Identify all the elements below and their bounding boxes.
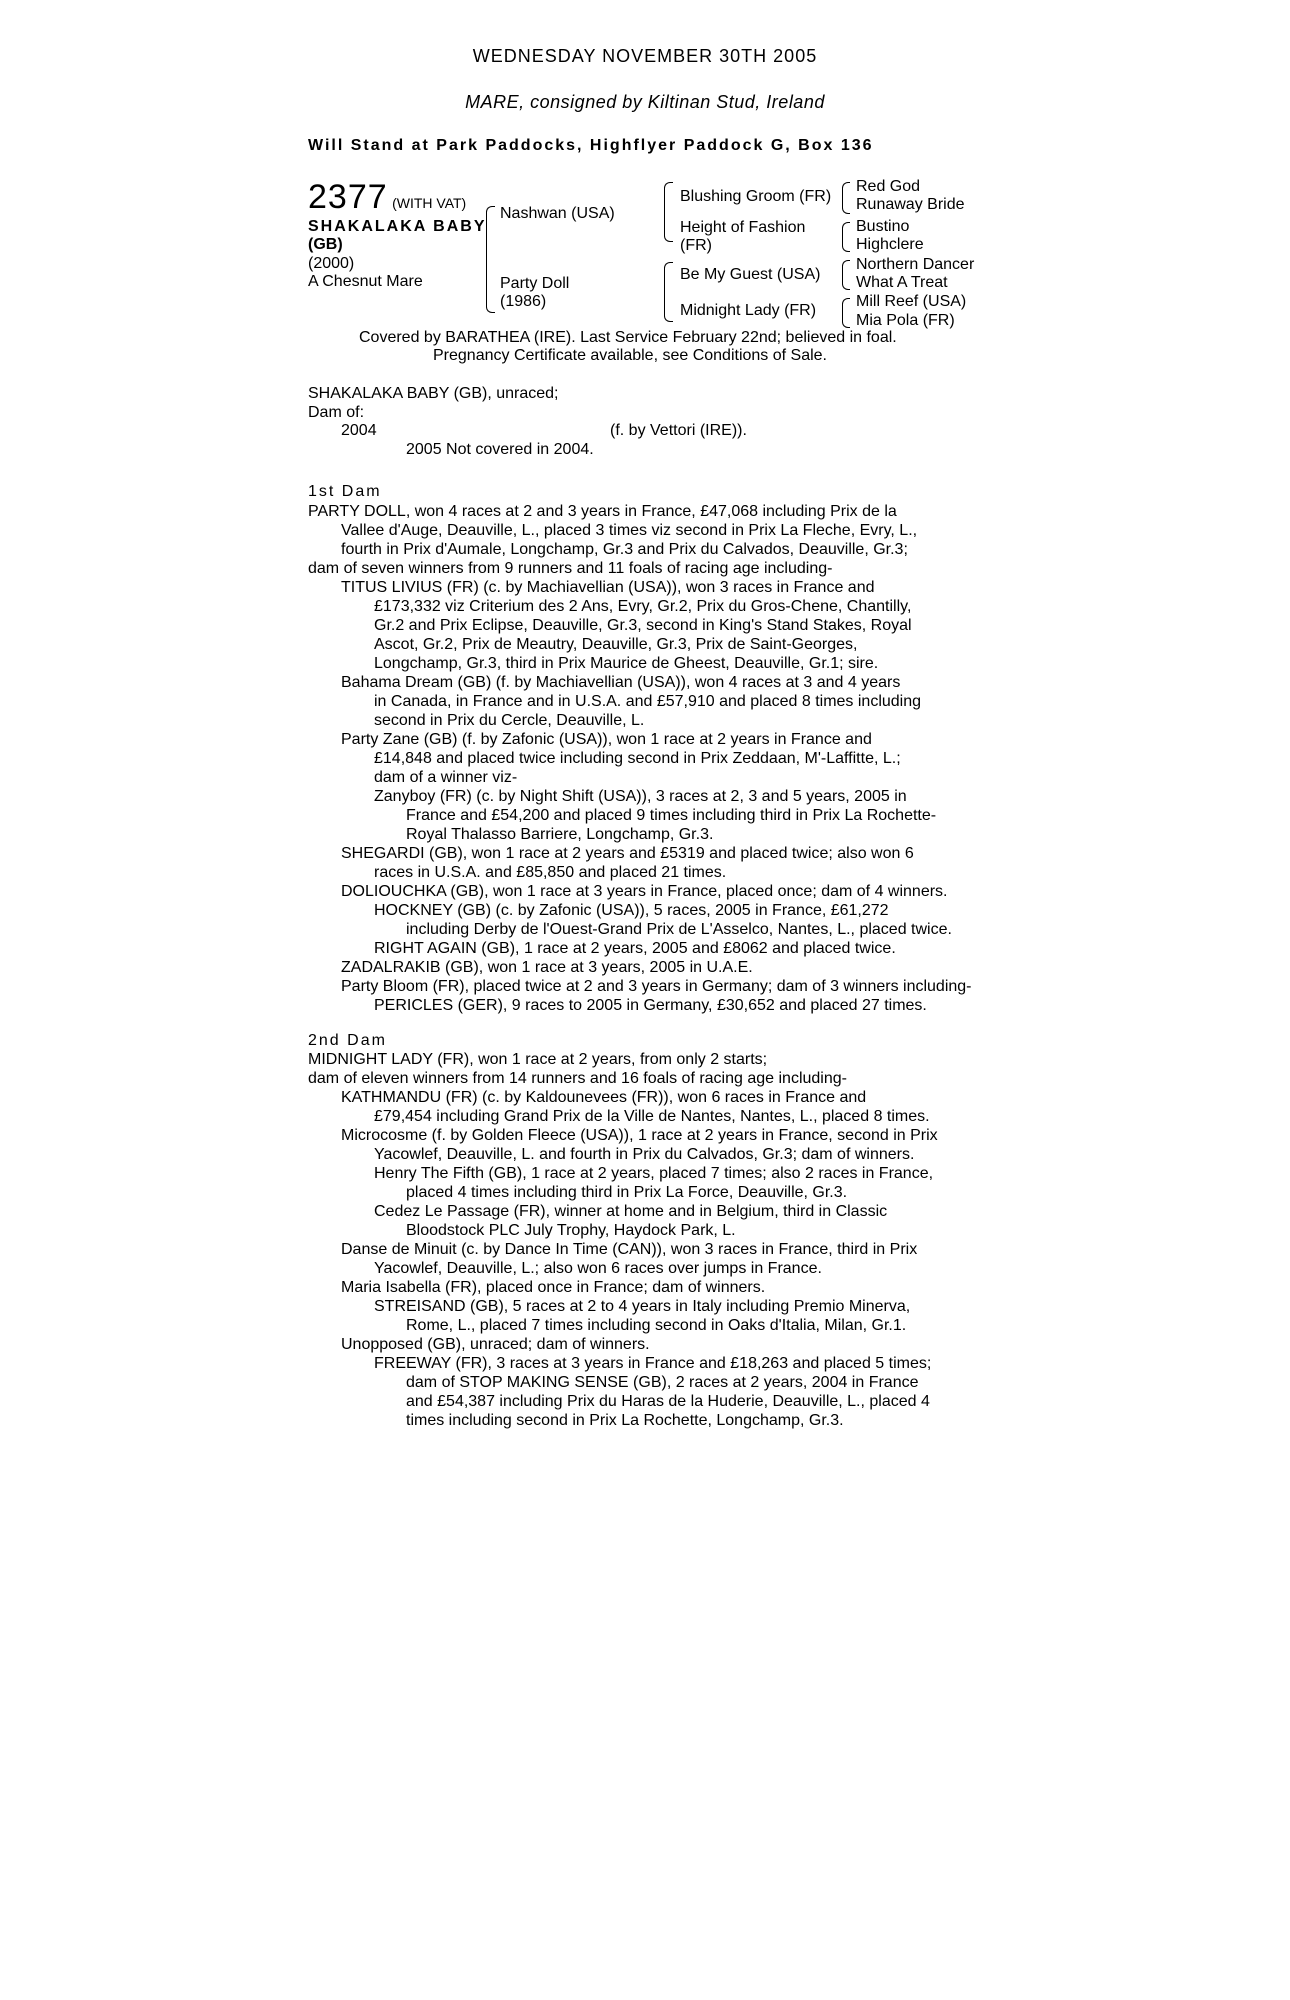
pedigree-brace-2b xyxy=(664,262,673,322)
second-dam-line: Maria Isabella (FR), placed once in France; dam of winners. xyxy=(341,1279,766,1296)
second-dam-line: KATHMANDU (FR) (c. by Kaldounevees (FR)), won 6 races in France and xyxy=(341,1089,867,1106)
second-dam-line: dam of STOP MAKING SENSE (GB), 2 races at 2 years, 2004 in France xyxy=(406,1374,919,1391)
first-dam-line: second in Prix du Cercle, Deauville, L. xyxy=(374,712,645,729)
sale-date: WEDNESDAY NOVEMBER 30TH 2005 xyxy=(472,46,818,66)
sire-dam-country: (FR) xyxy=(680,237,712,254)
horse-name: SHAKALAKA BABY xyxy=(308,218,487,235)
vat-note: (WITH VAT) xyxy=(392,195,467,211)
first-dam-line: DOLIOUCHKA (GB), won 1 race at 3 years in France, placed once; dam of 4 winners. xyxy=(341,883,948,900)
pedigree-brace-3a xyxy=(842,182,850,214)
pedigree-brace-3c xyxy=(842,260,850,290)
consignor-line: MARE, consigned by Kiltinan Stud, Ireland xyxy=(465,92,825,112)
dam-sire: Be My Guest (USA) xyxy=(680,266,821,283)
second-dam-heading: 2nd Dam xyxy=(308,1032,387,1049)
second-dam-line: Danse de Minuit (c. by Dance In Time (CAN)), won 3 races in France, third in Prix xyxy=(341,1241,918,1258)
stand-location: Will Stand at Park Paddocks, Highflyer Paddock G, Box 136 xyxy=(308,137,874,154)
ped-mia-pola: Mia Pola (FR) xyxy=(856,312,955,329)
second-dam-line: Henry The Fifth (GB), 1 race at 2 years, placed 7 times; also 2 races in France, xyxy=(374,1165,934,1182)
first-dam-line: £173,332 viz Criterium des 2 Ans, Evry, Gr.2, Prix du Gros-Chene, Chantilly, xyxy=(374,598,912,615)
first-dam-line: RIGHT AGAIN (GB), 1 race at 2 years, 2005 and £8062 and placed twice. xyxy=(374,940,896,957)
pedigree-brace-3d xyxy=(842,298,850,328)
dam-year: (1986) xyxy=(500,293,547,310)
second-dam-line: Cedez Le Passage (FR), winner at home and in Belgium, third in Classic xyxy=(374,1203,888,1220)
first-dam-line: France and £54,200 and placed 9 times including third in Prix La Rochette- xyxy=(406,807,937,824)
produce-note-2005: 2005 Not covered in 2004. xyxy=(406,441,594,458)
first-dam-line: SHEGARDI (GB), won 1 race at 2 years and £5319 and placed twice; also won 6 xyxy=(341,845,914,862)
ped-bustino: Bustino xyxy=(856,218,910,235)
dam-name: Party Doll xyxy=(500,275,570,292)
first-dam-line: TITUS LIVIUS (FR) (c. by Machiavellian (USA)), won 3 races in France and xyxy=(341,579,875,596)
first-dam-line: fourth in Prix d'Aumale, Longchamp, Gr.3 and Prix du Calvados, Deauville, Gr.3; xyxy=(341,541,908,558)
first-dam-line: £14,848 and placed twice including second in Prix Zeddaan, M'-Laffitte, L.; xyxy=(374,750,901,767)
produce-intro: SHAKALAKA BABY (GB), unraced; xyxy=(308,385,559,402)
pedigree-brace-2a xyxy=(664,182,673,242)
ped-northern-dancer: Northern Dancer xyxy=(856,256,975,273)
second-dam-line: times including second in Prix La Rochette, Longchamp, Gr.3. xyxy=(406,1412,844,1429)
first-dam-line: Longchamp, Gr.3, third in Prix Maurice de Gheest, Deauville, Gr.1; sire. xyxy=(374,655,879,672)
second-dam-line: Bloodstock PLC July Trophy, Haydock Park, L. xyxy=(406,1222,736,1239)
ped-mill-reef: Mill Reef (USA) xyxy=(856,293,967,310)
second-dam-line: Rome, L., placed 7 times including second in Oaks d'Italia, Milan, Gr.1. xyxy=(406,1317,907,1334)
ped-what-a-treat: What A Treat xyxy=(856,274,948,291)
pedigree-brace-1 xyxy=(486,206,495,313)
second-dam-line: Microcosme (f. by Golden Fleece (USA)), 1 race at 2 years in France, second in Prix xyxy=(341,1127,938,1144)
first-dam-line: Ascot, Gr.2, Prix de Meautry, Deauville, Gr.3, Prix de Saint-Georges, xyxy=(374,636,858,653)
sire-sire: Blushing Groom (FR) xyxy=(680,188,832,205)
second-dam-line: STREISAND (GB), 5 races at 2 to 4 years in Italy including Premio Minerva, xyxy=(374,1298,911,1315)
ped-red-god: Red God xyxy=(856,178,921,195)
second-dam-line: Yacowlef, Deauville, L. and fourth in Prix du Calvados, Gr.3; dam of winners. xyxy=(374,1146,915,1163)
first-dam-line: including Derby de l'Ouest-Grand Prix de L'Asselco, Nantes, L., placed twice. xyxy=(406,921,952,938)
second-dam-line: and £54,387 including Prix du Haras de la Huderie, Deauville, L., placed 4 xyxy=(406,1393,930,1410)
second-dam-line: Unopposed (GB), unraced; dam of winners. xyxy=(341,1336,650,1353)
produce-dam-of: Dam of: xyxy=(308,404,365,421)
first-dam-line: in Canada, in France and in U.S.A. and £57,910 and placed 8 times including xyxy=(374,693,922,710)
first-dam-heading: 1st Dam xyxy=(308,483,382,500)
covered-line-2: Pregnancy Certificate available, see Conditions of Sale. xyxy=(433,347,827,364)
first-dam-line: Zanyboy (FR) (c. by Night Shift (USA)), 3 races at 2, 3 and 5 years, 2005 in xyxy=(374,788,907,805)
first-dam-line: dam of a winner viz- xyxy=(374,769,518,786)
produce-foal-2004: (f. by Vettori (IRE)). xyxy=(610,422,747,439)
first-dam-line: dam of seven winners from 9 runners and 11 foals of racing age including- xyxy=(308,560,833,577)
second-dam-line: placed 4 times including third in Prix La Force, Deauville, Gr.3. xyxy=(406,1184,848,1201)
second-dam-line: dam of eleven winners from 14 runners and 16 foals of racing age including- xyxy=(308,1070,847,1087)
second-dam-line: MIDNIGHT LADY (FR), won 1 race at 2 years, from only 2 starts; xyxy=(308,1051,768,1068)
first-dam-line: Party Zane (GB) (f. by Zafonic (USA)), won 1 race at 2 years in France and xyxy=(341,731,872,748)
first-dam-line: Vallee d'Auge, Deauville, L., placed 3 times viz second in Prix La Fleche, Evry, L., xyxy=(341,522,918,539)
first-dam-line: Gr.2 and Prix Eclipse, Deauville, Gr.3, second in King's Stand Stakes, Royal xyxy=(374,617,912,634)
second-dam-section xyxy=(308,1050,1008,1430)
first-dam-line: Party Bloom (FR), placed twice at 2 and 3 years in Germany; dam of 3 winners including- xyxy=(341,978,972,995)
lot-number: 2377 xyxy=(308,178,388,216)
ped-highclere: Highclere xyxy=(856,236,924,253)
first-dam-section xyxy=(308,502,1008,1015)
second-dam-line: Yacowlef, Deauville, L.; also won 6 races over jumps in France. xyxy=(374,1260,822,1277)
pedigree-brace-3b xyxy=(842,222,850,252)
sire-dam: Height of Fashion xyxy=(680,219,806,236)
lot-number-line xyxy=(308,178,466,217)
first-dam-line: Royal Thalasso Barriere, Longchamp, Gr.3. xyxy=(406,826,714,843)
first-dam-line: ZADALRAKIB (GB), won 1 race at 3 years, 2005 in U.A.E. xyxy=(341,959,753,976)
second-dam-line: £79,454 including Grand Prix de la Ville de Nantes, Nantes, L., placed 8 times. xyxy=(374,1108,930,1125)
horse-year: (2000) xyxy=(308,255,355,272)
horse-country: (GB) xyxy=(308,236,343,253)
covered-line-1: Covered by BARATHEA (IRE). Last Service February 22nd; believed in foal. xyxy=(359,329,897,346)
first-dam-line: Bahama Dream (GB) (f. by Machiavellian (USA)), won 4 races at 3 and 4 years xyxy=(341,674,901,691)
sire-name: Nashwan (USA) xyxy=(500,205,615,222)
first-dam-line: PERICLES (GER), 9 races to 2005 in Germany, £30,652 and placed 27 times. xyxy=(374,997,927,1014)
produce-year-2004: 2004 xyxy=(341,422,377,439)
first-dam-line: HOCKNEY (GB) (c. by Zafonic (USA)), 5 races, 2005 in France, £61,272 xyxy=(374,902,889,919)
first-dam-line: PARTY DOLL, won 4 races at 2 and 3 years in France, £47,068 including Prix de la xyxy=(308,503,897,520)
horse-description: A Chesnut Mare xyxy=(308,273,423,290)
second-dam-line: FREEWAY (FR), 3 races at 3 years in France and £18,263 and placed 5 times; xyxy=(374,1355,932,1372)
ped-runaway-bride: Runaway Bride xyxy=(856,196,965,213)
dam-dam: Midnight Lady (FR) xyxy=(680,302,817,319)
first-dam-line: races in U.S.A. and £85,850 and placed 21 times. xyxy=(374,864,727,881)
